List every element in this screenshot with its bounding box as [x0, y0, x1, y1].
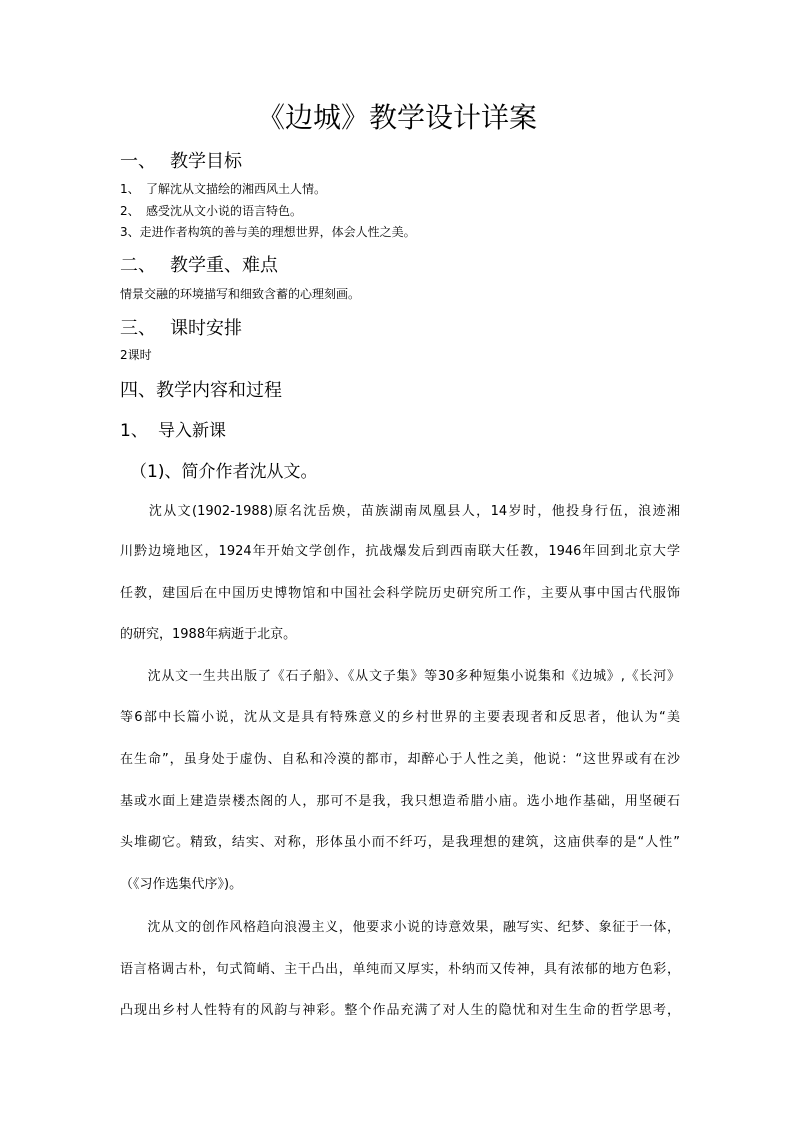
section-heading-goals [120, 149, 242, 175]
paragraph-line: 川黔边境地区，1924年开始文学创作，抗战爆发后到西南联大任教，1946年回到北京大学 [120, 544, 680, 559]
section-number: 一、 [120, 151, 156, 172]
section-number: 三、 [120, 318, 156, 339]
paragraph-line: 沈从文的创作风格趋向浪漫主义，他要求小说的诗意效果，融写实、纪梦、象征于一体， [120, 920, 680, 935]
schedule-text: 2课时 [120, 348, 152, 362]
paragraph-line: 基或水面上建造崇楼杰阁的人，那可不是我，我只想造希腊小庙。选小地作基础，用坚硬石 [120, 794, 680, 809]
goal-text: 感受沈从文小说的语言特色。 [146, 204, 303, 218]
goal-text: 了解沈从文描绘的湘西风土人情。 [146, 182, 327, 196]
document-title: 《边城》教学设计详案 [256, 101, 537, 134]
section-number: 二、 [120, 255, 156, 276]
paragraph-line: 任教，建国后在中国历史博物馆和中国社会科学院历史研究所工作，主要从事中国古代服饰 [120, 586, 680, 601]
section-heading-schedule [120, 316, 242, 342]
goal-item [120, 224, 416, 240]
step-heading [120, 419, 226, 443]
paragraph-line: （《习作选集代序》)。 [120, 877, 243, 892]
section-label: 教学目标 [170, 151, 242, 172]
section-heading-key-points [120, 253, 278, 279]
key-points-text: 情景交融的环境描写和细致含蓄的心理刻画。 [120, 287, 361, 301]
goal-item [120, 203, 302, 219]
section-label: 教学重、难点 [170, 255, 278, 276]
step-label: 导入新课 [158, 421, 226, 441]
paragraph-line: 头堆砌它。精致，结实、对称，形体虽小而不纤巧，是我理想的建筑，这庙供奉的是“人性” [120, 835, 680, 850]
paragraph-line: 凸现出乡村人性特有的风韵与神彩。整个作品充满了对人生的隐忧和对生生命的哲学思考， [120, 1003, 680, 1018]
paragraph-line: 语言格调古朴，句式简峭、主干凸出，单纯而又厚实，朴纳而又传神，具有浓郁的地方色彩， [120, 962, 680, 977]
section-label: 课时安排 [170, 318, 242, 339]
step-number: 1、 [120, 421, 148, 441]
goal-number: 1、 [120, 182, 140, 196]
paragraph-line: 等6部中长篇小说，沈从文是具有特殊意义的乡村世界的主要表现者和反思者，他认为“美 [120, 710, 680, 725]
paragraph-line: 的研究，1988年病逝于北京。 [120, 627, 297, 642]
goal-text: 3、走进作者构筑的善与美的理想世界，体会人性之美。 [120, 225, 416, 239]
paragraph-line: 沈从文(1902-1988)原名沈岳焕，苗族湖南凤凰县人，14岁时，他投身行伍，浪迹湘 [120, 504, 680, 519]
goal-number: 2、 [120, 204, 140, 218]
goal-item [120, 181, 326, 197]
paragraph-line: 沈从文一生共出版了《石子船》、《从文子集》等30多种短集小说集和《边城》,《长河》 [120, 669, 680, 684]
section-heading-content: 四、教学内容和过程 [120, 380, 282, 401]
sub-heading: （1)、简介作者沈从文。 [130, 462, 318, 482]
paragraph-line: 在生命”，虽身处于虚伪、自私和冷漠的都市，却醉心于人性之美，他说：“这世界或有在沙 [120, 752, 680, 767]
